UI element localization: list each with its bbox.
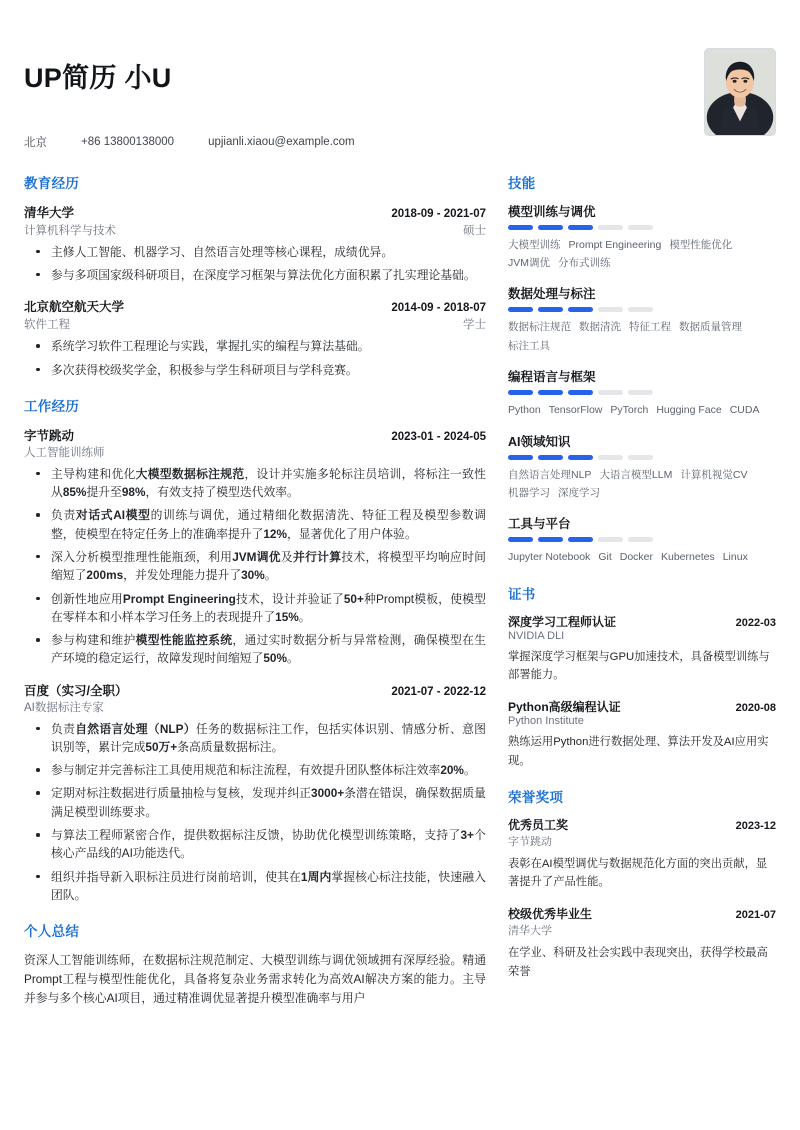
skill-level-segment	[508, 390, 533, 395]
certificate-entry	[508, 613, 776, 685]
certificate-issuer: Python Institute	[508, 715, 584, 728]
skill-tag: Prompt Engineering	[568, 238, 662, 251]
section-certificates	[508, 583, 776, 770]
education-entry	[24, 297, 486, 379]
certificate-name: 深度学习工程师认证	[508, 614, 617, 629]
entry-header-row	[508, 816, 776, 833]
bullet-item: 系统学习软件工程理论与实践，掌握扎实的编程与算法基础。	[24, 337, 486, 355]
skill-level-bar	[508, 390, 776, 395]
award-description: 表彰在AI模型调优与数据规范化方面的突出贡献，显著提升了产品性能。	[508, 857, 768, 889]
bullet-list	[24, 465, 486, 668]
skill-level-segment	[538, 537, 563, 542]
award-issuer: 清华大学	[508, 925, 552, 938]
entry-header-row	[508, 905, 776, 922]
date: 2021-07	[735, 909, 776, 922]
section-awards	[508, 786, 776, 981]
skill-group	[508, 367, 776, 419]
date: 2022-03	[735, 616, 776, 629]
skill-level-segment	[538, 390, 563, 395]
certificate-issuer: NVIDIA DLI	[508, 629, 565, 642]
skill-tag: Python	[508, 404, 541, 417]
award-name: 优秀员工奖	[508, 817, 569, 832]
skill-level-segment	[628, 225, 653, 230]
skill-level-segment	[598, 537, 623, 542]
skill-tag: 标注工具	[508, 339, 550, 352]
skill-level-segment	[628, 455, 653, 460]
skill-group-name: 数据处理与标注	[508, 287, 596, 302]
award-entry	[508, 816, 776, 892]
skill-tag: PyTorch	[610, 404, 649, 417]
entry-header-row	[508, 698, 776, 715]
section-title-skills: 技能	[508, 175, 536, 191]
skill-level-segment	[568, 537, 593, 542]
contact-location: 北京	[24, 136, 47, 149]
skill-tag: TensorFlow	[548, 404, 603, 417]
degree: 硕士	[463, 224, 486, 237]
skill-tag-list	[508, 401, 776, 419]
section-work	[24, 395, 486, 904]
skill-tag: 特征工程	[629, 321, 671, 334]
skill-tag: 数据质量管理	[679, 321, 742, 334]
skill-level-segment	[628, 307, 653, 312]
certificate-description: 熟练运用Python进行数据处理、算法开发及AI应用实现。	[508, 736, 769, 767]
skill-group-name: 工具与平台	[508, 517, 571, 532]
skill-tag: Git	[598, 551, 612, 564]
skill-tag: 分布式训练	[558, 257, 611, 270]
skill-tag: Jupyter Notebook	[508, 551, 591, 564]
skill-level-segment	[598, 455, 623, 460]
certificate-description: 掌握深度学习框架与GPU加速技术，具备模型训练与部署能力。	[508, 650, 770, 681]
bullet-item: 组织并指导新入职标注员进行岗前培训，使其在1周内掌握核心标注技能，快速融入团队。	[24, 868, 486, 905]
certificate-name: Python高级编程认证	[508, 700, 621, 715]
skill-group	[508, 432, 776, 503]
summary-text: 资深人工智能训练师，在数据标注规范制定、大模型训练与调优领域拥有深厚经验。精通Prompt工程与模型性能优化，具备将复杂业务需求转化为高效AI解决方案的能力。主导并参与多个核心AI项目，通过精准调优显著提升模型准确率与用户	[24, 953, 486, 1006]
skill-level-segment	[538, 455, 563, 460]
bullet-list	[24, 243, 486, 285]
entry-header-row	[508, 613, 776, 630]
education-entries	[24, 203, 486, 379]
section-summary	[24, 920, 486, 1008]
skill-tag-list	[508, 466, 776, 503]
award-entries	[508, 816, 776, 981]
job-role: AI数据标注专家	[24, 701, 104, 714]
skill-tag: Docker	[619, 551, 653, 564]
resume-header	[24, 0, 776, 150]
main-column	[24, 172, 508, 1025]
contact-phone: +86 13800138000	[81, 135, 175, 148]
skill-group-name: 编程语言与框架	[508, 370, 596, 385]
bullet-item: 参与多项国家级科研项目，在深度学习框架与算法优化方面积累了扎实理论基础。	[24, 266, 486, 284]
degree: 学士	[463, 319, 486, 332]
skill-tag: Linux	[722, 551, 748, 564]
entry-header-row	[24, 426, 486, 444]
skill-level-bar	[508, 225, 776, 230]
page-title: UP简历 小U	[24, 63, 172, 93]
portrait-photo-icon	[705, 49, 775, 135]
skill-level-segment	[598, 307, 623, 312]
section-skills	[508, 172, 776, 567]
work-entries	[24, 426, 486, 904]
award-description: 在学业、科研及社会实践中表现突出，获得学校最高荣誉	[508, 947, 768, 978]
skill-level-segment	[538, 307, 563, 312]
date-range: 2014-09 - 2018-07	[391, 302, 486, 315]
date-range: 2023-01 - 2024-05	[391, 430, 486, 443]
skill-tag: 自然语言处理NLP	[508, 468, 592, 481]
award-name: 校级优秀毕业生	[508, 907, 593, 922]
skill-tag: 数据标注规范	[508, 321, 571, 334]
bullet-list	[24, 337, 486, 379]
award-entry	[508, 905, 776, 981]
bullet-item: 负责对话式AI模型的训练与调优，通过精细化数据清洗、特征工程及模型参数调整，使模型在特定任务上的准确率提升了12%，显著优化了用户体验。	[24, 506, 486, 543]
entry-sub-row	[24, 222, 486, 238]
bullet-item: 创新性地应用Prompt Engineering技术，设计并验证了50+种Prompt模板，使模型在零样本和小样本学习任务上的表现提升了15%。	[24, 590, 486, 627]
work-entry	[24, 426, 486, 668]
bullet-item: 参与制定并完善标注工具使用规范和标注流程，有效提升团队整体标注效率20%。	[24, 761, 486, 779]
bullet-item: 多次获得校级奖学金，积极参与学生科研项目与学科竞赛。	[24, 361, 486, 379]
certificate-entry	[508, 698, 776, 770]
section-education	[24, 172, 486, 379]
skill-tag: CUDA	[729, 404, 760, 417]
job-role: 人工智能训练师	[24, 446, 105, 459]
skill-level-bar	[508, 307, 776, 312]
bullet-item: 主修人工智能、机器学习、自然语言处理等核心课程，成绩优异。	[24, 243, 486, 261]
date-range: 2018-09 - 2021-07	[391, 207, 486, 220]
skill-groups	[508, 202, 776, 567]
skill-level-segment	[508, 455, 533, 460]
bullet-item: 参与构建和维护模型性能监控系统，通过实时数据分析与异常检测，确保模型在生产环境的稳定运行，故障发现时间缩短了50%。	[24, 631, 486, 668]
skill-tag: 大模型训练	[508, 238, 561, 251]
date: 2023-12	[735, 819, 776, 832]
skill-tag: 模型性能优化	[669, 238, 733, 251]
skill-tag-list	[508, 318, 776, 355]
entry-header-row	[24, 297, 486, 315]
award-issuer: 字节跳动	[508, 835, 552, 848]
skill-level-segment	[568, 307, 593, 312]
bullet-item: 主导构建和优化大模型数据标注规范，设计并实施多轮标注员培训，将标注一致性从85%提升至98%，有效支持了模型迭代效率。	[24, 465, 486, 502]
skill-level-segment	[628, 537, 653, 542]
skill-level-segment	[598, 390, 623, 395]
skill-tag: 机器学习	[508, 486, 550, 499]
skill-level-segment	[508, 307, 533, 312]
skill-tag: 数据清洗	[579, 321, 621, 334]
skill-level-segment	[568, 455, 593, 460]
skill-level-segment	[628, 390, 653, 395]
entry-header-row	[24, 203, 486, 221]
skill-tag: 深度学习	[558, 486, 600, 499]
skill-level-segment	[598, 225, 623, 230]
skill-level-segment	[568, 390, 593, 395]
bullet-item: 与算法工程师紧密合作，提供数据标注反馈，协助优化模型训练策略，支持了3+个核心产品线的AI功能迭代。	[24, 826, 486, 863]
date-range: 2021-07 - 2022-12	[391, 685, 486, 698]
date: 2020-08	[735, 702, 776, 715]
skill-group	[508, 284, 776, 355]
company-name: 百度（实习/全职）	[24, 683, 128, 698]
section-title-awards: 荣誉奖项	[508, 789, 564, 805]
skill-tag: 计算机视觉CV	[680, 468, 748, 481]
major: 计算机科学与技术	[24, 224, 116, 237]
bullet-item: 深入分析模型推理性能瓶颈，利用JVM调优及并行计算技术，将模型平均响应时间缩短了200ms，并发处理能力提升了30%。	[24, 548, 486, 585]
side-column	[508, 172, 776, 1025]
skill-group-name: 模型训练与调优	[508, 204, 596, 219]
entry-header-row	[24, 681, 486, 699]
section-title-work: 工作经历	[24, 398, 80, 414]
skill-tag-list	[508, 548, 776, 566]
skill-group	[508, 514, 776, 566]
certificate-entries	[508, 613, 776, 770]
section-title-certificates: 证书	[508, 586, 536, 602]
education-entry	[24, 203, 486, 285]
skill-group	[508, 202, 776, 273]
skill-level-bar	[508, 537, 776, 542]
bullet-item: 负责自然语言处理（NLP）任务的数据标注工作，包括实体识别、情感分析、意图识别等，累计完成50万+条高质量数据标注。	[24, 720, 486, 757]
contact-email: upjianli.xiaou@example.com	[208, 135, 355, 148]
skill-tag: JVM调优	[508, 257, 550, 270]
header-left	[24, 46, 704, 150]
skill-tag-list	[508, 236, 776, 273]
avatar	[704, 48, 776, 136]
entry-sub-row	[24, 316, 486, 332]
bullet-item: 定期对标注数据进行质量抽检与复核，发现并纠正3000+条潜在错误，确保数据质量满足模型训练要求。	[24, 784, 486, 821]
skill-tag: Kubernetes	[661, 551, 715, 564]
skill-level-segment	[538, 225, 563, 230]
skill-tag: Hugging Face	[656, 404, 722, 417]
major: 软件工程	[24, 319, 70, 332]
company-name: 字节跳动	[24, 428, 75, 443]
skill-level-segment	[568, 225, 593, 230]
school-name: 北京航空航天大学	[24, 300, 125, 315]
bullet-list	[24, 720, 486, 905]
skill-level-segment	[508, 537, 533, 542]
contact-row	[24, 134, 704, 150]
section-title-summary: 个人总结	[24, 924, 80, 940]
skill-level-segment	[508, 225, 533, 230]
school-name: 清华大学	[24, 205, 75, 220]
work-entry	[24, 681, 486, 905]
skill-tag: 大语言模型LLM	[599, 468, 673, 481]
resume-body	[24, 172, 776, 1025]
skill-level-bar	[508, 455, 776, 460]
skill-group-name: AI领域知识	[508, 434, 571, 449]
section-title-education: 教育经历	[24, 175, 80, 191]
